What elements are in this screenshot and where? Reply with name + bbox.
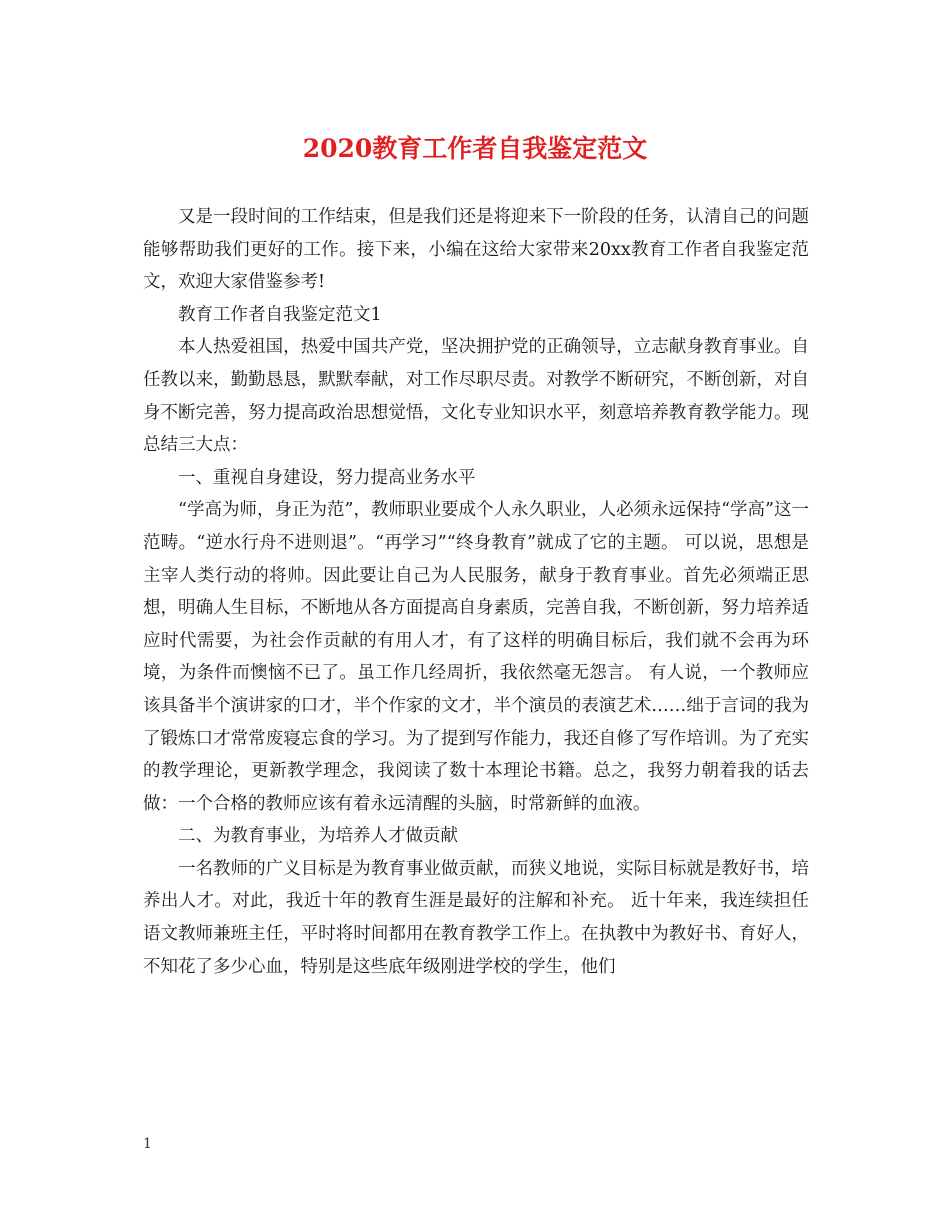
document-title: 2020教育工作者自我鉴定范文 <box>302 134 648 163</box>
paragraph-point-1: “学高为师，身正为范”，教师职业要成个人永久职业，人必须永远保持“学高”这一范畴。“逆水行舟不进则退”。“再学习”“终身教育”就成了它的主题。 可以说，思想是主宰人类行动的将帅。因此要让自己为人民服务，献身于教育事业。首先必须端正思想，明确人生目标，不断地从各方面提高自身素质，完善自我，不断创新，努力培养适应时代需要，为社会作贡献的有用人才，有了这样的明确目标后，我们就不会再为环境，为条件而懊恼不已了。虽工作几经周折，我依然毫无怨言。 有人说，一个教师应该具备半个演讲家的口才，半个作家的文才，半个演员的表演艺术……绌于言词的我为了锻炼口才常常废寝忘食的学习。为了提到写作能力，我还自修了写作培训。为了充实的教学理论，更新教学理念，我阅读了数十本理论书籍。总之，我努力朝着我的话去做：一个合格的教师应该有着永远清醒的头脑，时常新鲜的血液。 <box>143 500 809 814</box>
paragraph-self-intro: 本人热爱祖国，热爱中国共产党，坚决拥护党的正确领导，立志献身教育事业。自任教以来，勤勤恳恳，默默奉献，对工作尽职尽责。对教学不断研究，不断创新，对自身不断完善，努力提高政治思想觉悟，文化专业知识水平，刻意培养教育教学能力。现总结三大点： <box>143 337 809 456</box>
page-number: 1 <box>143 1136 152 1152</box>
section-heading-point-2: 二、为教育事业，为培养人才做贡献 <box>178 826 458 847</box>
document-body <box>143 201 809 983</box>
section-heading-point-1: 一、重视自身建设，努力提高业务水平 <box>178 467 476 488</box>
paragraph-point-2: 一名教师的广义目标是为教育事业做贡献，而狭义地说，实际目标就是教好书，培养出人才。对此，我近十年的教育生涯是最好的注解和补充。 近十年来，我连续担任语文教师兼班主任，平时将时间都用在教育教学工作上。在执教中为教好书、育好人，不知花了多少心血，特别是这些底年级刚进学校的学生，他们 <box>143 858 809 977</box>
section-heading-sample-1: 教育工作者自我鉴定范文1 <box>178 304 382 325</box>
paragraph-intro: 又是一段时间的工作结束，但是我们还是将迎来下一阶段的任务，认清自己的问题能够帮助我们更好的工作。接下来，小编在这给大家带来20xx教育工作者自我鉴定范文，欢迎大家借鉴参考! <box>143 207 809 293</box>
